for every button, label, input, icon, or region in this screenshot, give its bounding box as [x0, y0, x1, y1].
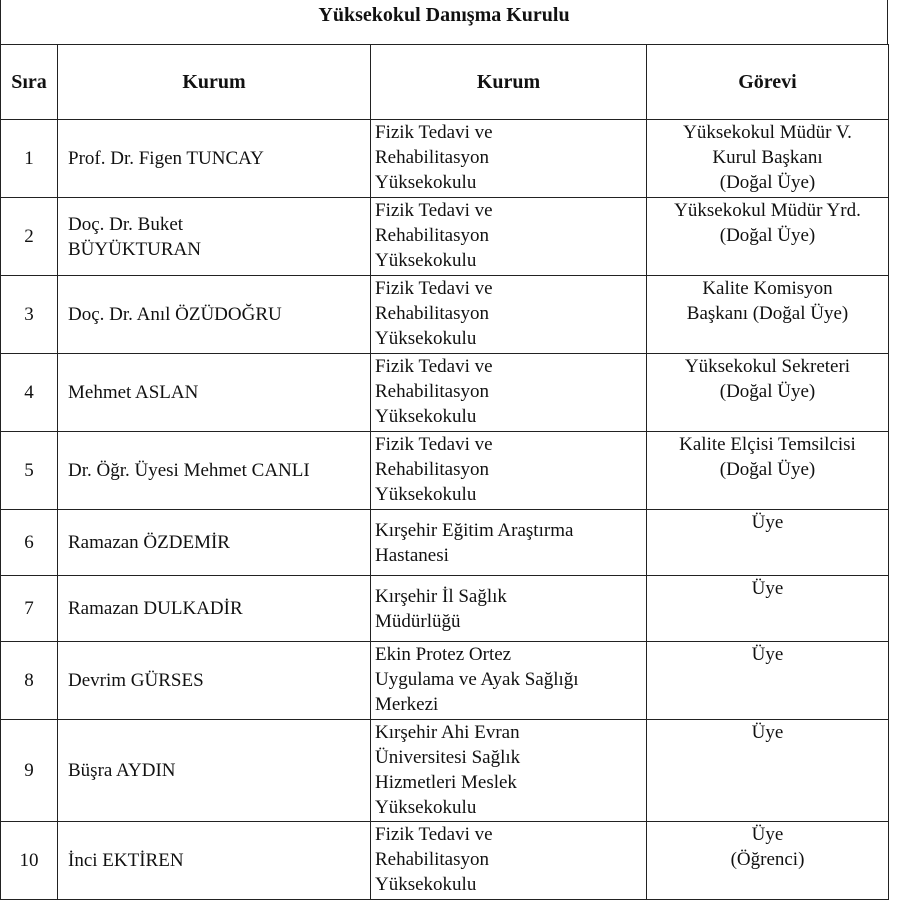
row-number: 6 — [1, 510, 58, 576]
member-institution: Fizik Tedavi ve Rehabilitasyon Yüksekokulu — [371, 276, 647, 354]
table-title: Yüksekokul Danışma Kurulu — [318, 4, 570, 26]
member-name: Ramazan DULKADİR — [58, 576, 371, 642]
member-role: Kalite Komisyon Başkanı (Doğal Üye) — [647, 276, 889, 354]
member-name: Doç. Dr. Buket BÜYÜKTURAN — [58, 198, 371, 276]
member-institution: Fizik Tedavi ve Rehabilitasyon Yüksekokulu — [371, 432, 647, 510]
header-row — [1, 45, 889, 120]
member-role: Üye — [647, 576, 889, 642]
member-name: Dr. Öğr. Üyesi Mehmet CANLI — [58, 432, 371, 510]
table-row — [1, 510, 889, 576]
member-institution: Fizik Tedavi ve Rehabilitasyon Yüksekokulu — [371, 822, 647, 900]
member-institution: Ekin Protez Ortez Uygulama ve Ayak Sağlığı Merkezi — [371, 642, 647, 720]
member-institution: Fizik Tedavi ve Rehabilitasyon Yüksekokulu — [371, 198, 647, 276]
table-row — [1, 198, 889, 276]
member-role: Üye — [647, 720, 889, 822]
header-institution: Kurum — [371, 45, 647, 120]
advisory-board-table — [0, 44, 889, 900]
member-role: Kalite Elçisi Temsilcisi (Doğal Üye) — [647, 432, 889, 510]
member-role: Üye — [647, 642, 889, 720]
member-name: Ramazan ÖZDEMİR — [58, 510, 371, 576]
table-row — [1, 432, 889, 510]
table-row — [1, 642, 889, 720]
table-row — [1, 822, 889, 900]
member-name: İnci EKTİREN — [58, 822, 371, 900]
member-role: Üye (Öğrenci) — [647, 822, 889, 900]
member-name: Devrim GÜRSES — [58, 642, 371, 720]
row-number: 10 — [1, 822, 58, 900]
member-institution: Kırşehir Eğitim Araştırma Hastanesi — [371, 510, 647, 576]
member-name: Prof. Dr. Figen TUNCAY — [58, 120, 371, 198]
member-name: Doç. Dr. Anıl ÖZÜDOĞRU — [58, 276, 371, 354]
row-number: 8 — [1, 642, 58, 720]
row-number: 1 — [1, 120, 58, 198]
header-name: Kurum — [58, 45, 371, 120]
row-number: 5 — [1, 432, 58, 510]
row-number: 2 — [1, 198, 58, 276]
member-institution: Kırşehir İl Sağlık Müdürlüğü — [371, 576, 647, 642]
header-role: Görevi — [647, 45, 889, 120]
member-role: Yüksekokul Sekreteri (Doğal Üye) — [647, 354, 889, 432]
table-row — [1, 354, 889, 432]
table-row — [1, 276, 889, 354]
row-number: 4 — [1, 354, 58, 432]
member-role: Üye — [647, 510, 889, 576]
row-number: 9 — [1, 720, 58, 822]
header-sira: Sıra — [1, 45, 58, 120]
member-role: Yüksekokul Müdür V. Kurul Başkanı (Doğal Üye) — [647, 120, 889, 198]
table-row — [1, 576, 889, 642]
member-institution: Kırşehir Ahi Evran Üniversitesi Sağlık Hizmetleri Meslek Yüksekokulu — [371, 720, 647, 822]
table-row — [1, 720, 889, 822]
row-number: 7 — [1, 576, 58, 642]
member-role: Yüksekokul Müdür Yrd. (Doğal Üye) — [647, 198, 889, 276]
member-name: Büşra AYDIN — [58, 720, 371, 822]
member-institution: Fizik Tedavi ve Rehabilitasyon Yüksekokulu — [371, 354, 647, 432]
table-row — [1, 120, 889, 198]
member-institution: Fizik Tedavi ve Rehabilitasyon Yüksekokulu — [371, 120, 647, 198]
row-number: 3 — [1, 276, 58, 354]
member-name: Mehmet ASLAN — [58, 354, 371, 432]
